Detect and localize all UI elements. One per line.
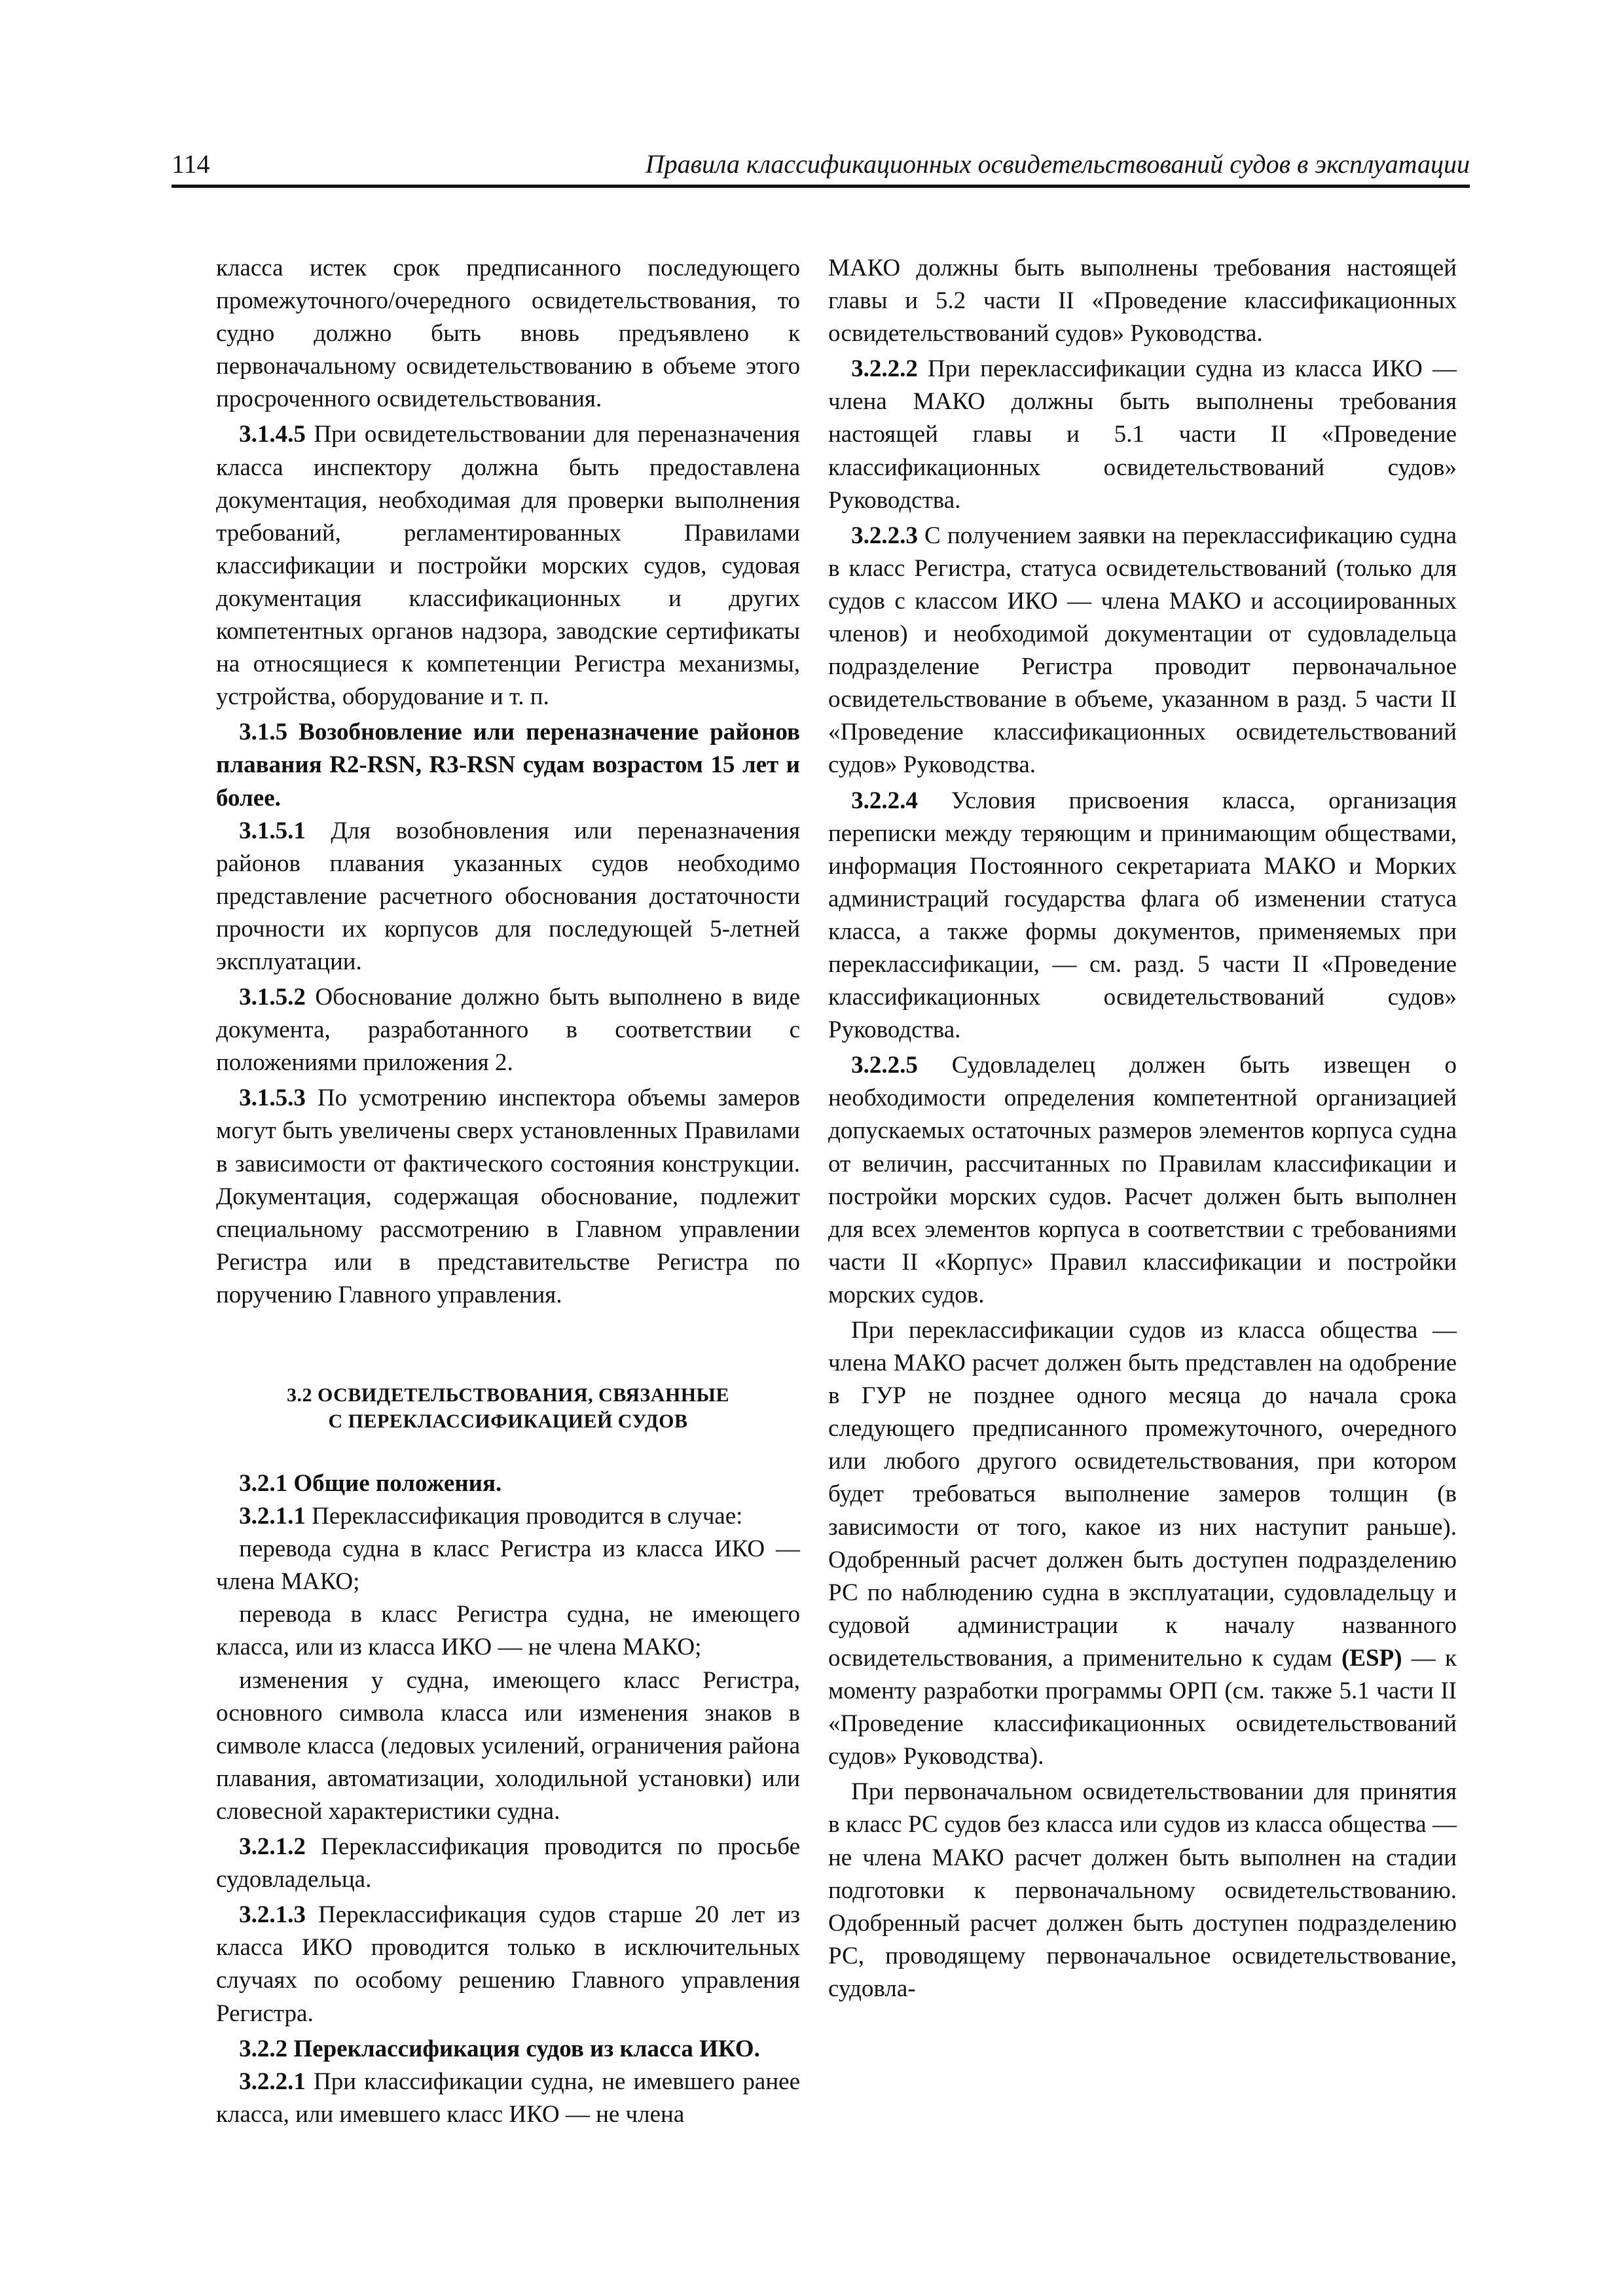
- paragraph: [216, 1899, 800, 2030]
- subsection-heading-text: 3.2.1 Общие положения.: [239, 1470, 502, 1497]
- section-heading-line: С ПЕРЕКЛАССИФИКАЦИЕЙ СУДОВ: [328, 1410, 688, 1432]
- subsection-heading: [216, 716, 800, 814]
- clause-number: 3.1.5.2: [239, 984, 306, 1011]
- paragraph: [216, 2066, 800, 2131]
- clause-number: 3.1.5.1: [239, 817, 306, 844]
- clause-number: 3.2.1.2: [239, 1833, 306, 1861]
- esp-mark: (ESP): [1341, 1644, 1402, 1672]
- clause-number: 3.2.1.3: [239, 1901, 306, 1929]
- left-column: [216, 252, 800, 2131]
- paragraph: МАКО должны быть выполнены требования настоящей главы и 5.2 части II «Проведение классификационных освидетельствований судов» Руководства.: [828, 255, 1457, 348]
- paragraph-text: Судовладелец должен быть извещен о необходимости определения компетентной организацией допускаемых остаточных размеров элементов корпуса судна от величин, рассчитанных по Правилам классификации и постройки морских судов. Расчет должен быть выполнен для всех элементов корпуса в соответствии с требованиями части II «Корпус» Правил классификации и постройки морских судов.: [828, 1052, 1457, 1308]
- paragraph-text: С получением заявки на переклассификацию судна в класс Регистра, статуса освидетельствований (только для судов с классом ИКО — члена МАКО и ассоциированных членов) и необходимой документации от судовладельца подразделение Регистра проводит первоначальное освидетельствование в объеме, указанном в разд. 5 части II «Проведение классификационных освидетельствований судов» Руководства.: [828, 522, 1457, 779]
- subsection-heading: [216, 2033, 800, 2066]
- paragraph: [216, 1831, 800, 1896]
- paragraph-text: Переклассификация проводится в случае:: [305, 1503, 743, 1530]
- paragraph: [216, 418, 800, 713]
- clause-number: 3.1.5.3: [239, 1085, 306, 1112]
- clause-number: 3.2.2.4: [851, 787, 918, 814]
- section-heading-line: 3.2 ОСВИДЕТЕЛЬСТВОВАНИЯ, СВЯЗАННЫЕ: [286, 1384, 730, 1406]
- paragraph: [828, 520, 1457, 782]
- paragraph: [216, 981, 800, 1079]
- paragraph: При первоначальном освидетельствовании для принятия в класс РС судов без класса или судов из класса общества — не члена МАКО расчет должен быть выполнен на стадии подготовки к первоначальному освидетельствованию. Одобренный расчет должен быть доступен подразделению РС, проводящему первоначальное освидетельствование, судовла-: [828, 1778, 1457, 2002]
- list-item: перевода судна в класс Регистра из класса ИКО — члена МАКО;: [216, 1535, 800, 1596]
- section-heading: [216, 1382, 800, 1435]
- paragraph-text: Условия присвоения класса, организация переписки между теряющим и принимающим обществами, информация Постоянного секретариата МАКО и Морких администраций государства флага об изменении статуса класса, а также формы документов, применяемых при переклассификации, — см. разд. 5 части II «Проведение классификационных освидетельствований судов» Руководства.: [828, 787, 1457, 1044]
- paragraph: [828, 785, 1457, 1047]
- paragraph-text: Переклассификация проводится по просьбе судовладельца.: [216, 1833, 800, 1893]
- clause-number: 3.2.1.1: [239, 1503, 306, 1530]
- clause-number: 3.1.4.5: [239, 421, 306, 448]
- running-title: Правила классификационных освидетельствований судов в эксплуатации: [645, 149, 1470, 179]
- subsection-heading-text: 3.1.5 Возобновление или переназначение районов плавания R2-RSN, R3-RSN судам возрастом 15 лет и более.: [216, 719, 800, 812]
- paragraph-text: Для возобновления или переназначения районов плавания указанных судов необходимо представление расчетного обоснования достаточности прочности их корпусов для последующей 5-летней эксплуатации.: [216, 817, 800, 975]
- paragraph: [828, 1049, 1457, 1312]
- list-item: перевода в класс Регистра судна, не имеющего класса, или из класса ИКО — не члена МАКО;: [216, 1601, 800, 1661]
- clause-number: 3.2.2.5: [851, 1052, 918, 1079]
- paragraph-text: При переклассификации судов из класса общества — члена МАКО расчет должен быть представлен на одобрение в ГУР не позднее одного месяца до начала срока следующего предписанного промежуточного, очередного или любого другого освидетельствования, при котором будет требоваться выполнение замеров толщин (в зависимости от того, какое из них наступит раньше). Одобренный расчет должен быть доступен подразделению РС по наблюдению судна в эксплуатации, судовладельцу и судовой администрации к началу названного освидетельствования, а применительно к судам: [828, 1317, 1457, 1672]
- subsection-heading-text: 3.2.2 Переклассификация судов из класса ИКО.: [239, 2035, 760, 2062]
- paragraph: [216, 1500, 800, 1533]
- page-number: 114: [172, 149, 210, 179]
- paragraph: [828, 1314, 1457, 1773]
- paragraph: [828, 353, 1457, 516]
- paragraph-text: При освидетельствовании для переназначения класса инспектору должна быть предоставлена документация, необходимая для проверки выполнения требований, регламентированных Правилами классификации и постройки морских судов, судовая документация классификационных и других компетентных органов надзора, заводские сертификаты на относящиеся к компетенции Регистра механизмы, устройства, оборудование и т. п.: [216, 421, 800, 711]
- subsection-heading: [216, 1467, 800, 1500]
- page-header: [172, 145, 1470, 188]
- paragraph: [216, 815, 800, 978]
- paragraph: класса истек срок предписанного последующего промежуточного/очередного освидетельствования, то судно должно быть вновь предъявлено к первоначальному освидетельствованию в объеме этого просроченного освидетельствования.: [216, 255, 800, 413]
- paragraph-text: Обоснование должно быть выполнено в виде документа, разработанного в соответствии с положениями приложения 2.: [216, 984, 800, 1077]
- clause-number: 3.2.2.2: [851, 355, 918, 383]
- clause-number: 3.2.2.3: [851, 522, 918, 549]
- paragraph-text: По усмотрению инспектора объемы замеров могут быть увеличены сверх установленных Правилами в зависимости от фактического состояния конструкции. Документация, содержащая обоснование, подлежит специальному рассмотрению в Главном управлении Регистра или в представительстве Регистра по поручению Главного управления.: [216, 1085, 800, 1308]
- paragraph-text: — к моменту разработки программы ОРП (см. также 5.1 части II «Проведение классификационных освидетельствований судов» Руководства).: [828, 1644, 1457, 1770]
- list-item: изменения у судна, имеющего класс Регистра, основного символа класса или изменения знаков в символе класса (ледовых усилений, ограничения района плавания, автоматизации, холодильной установки) или словесной характеристики судна.: [216, 1666, 800, 1825]
- paragraph-text: При классификации судна, не имевшего ранее класса, или имевшего класс ИКО — не члена: [216, 2068, 800, 2128]
- paragraph: [216, 1082, 800, 1312]
- clause-number: 3.2.2.1: [239, 2068, 306, 2095]
- right-column: [828, 252, 1457, 2005]
- paragraph-text: При переклассификации судна из класса ИКО — члена МАКО должны быть выполнены требования настоящей главы и 5.1 части II «Проведение классификационных освидетельствований судов» Руководства.: [828, 355, 1457, 514]
- paragraph-text: Переклассификация судов старше 20 лет из класса ИКО проводится только в исключительных случаях по особому решению Главного управления Регистра.: [216, 1901, 800, 2027]
